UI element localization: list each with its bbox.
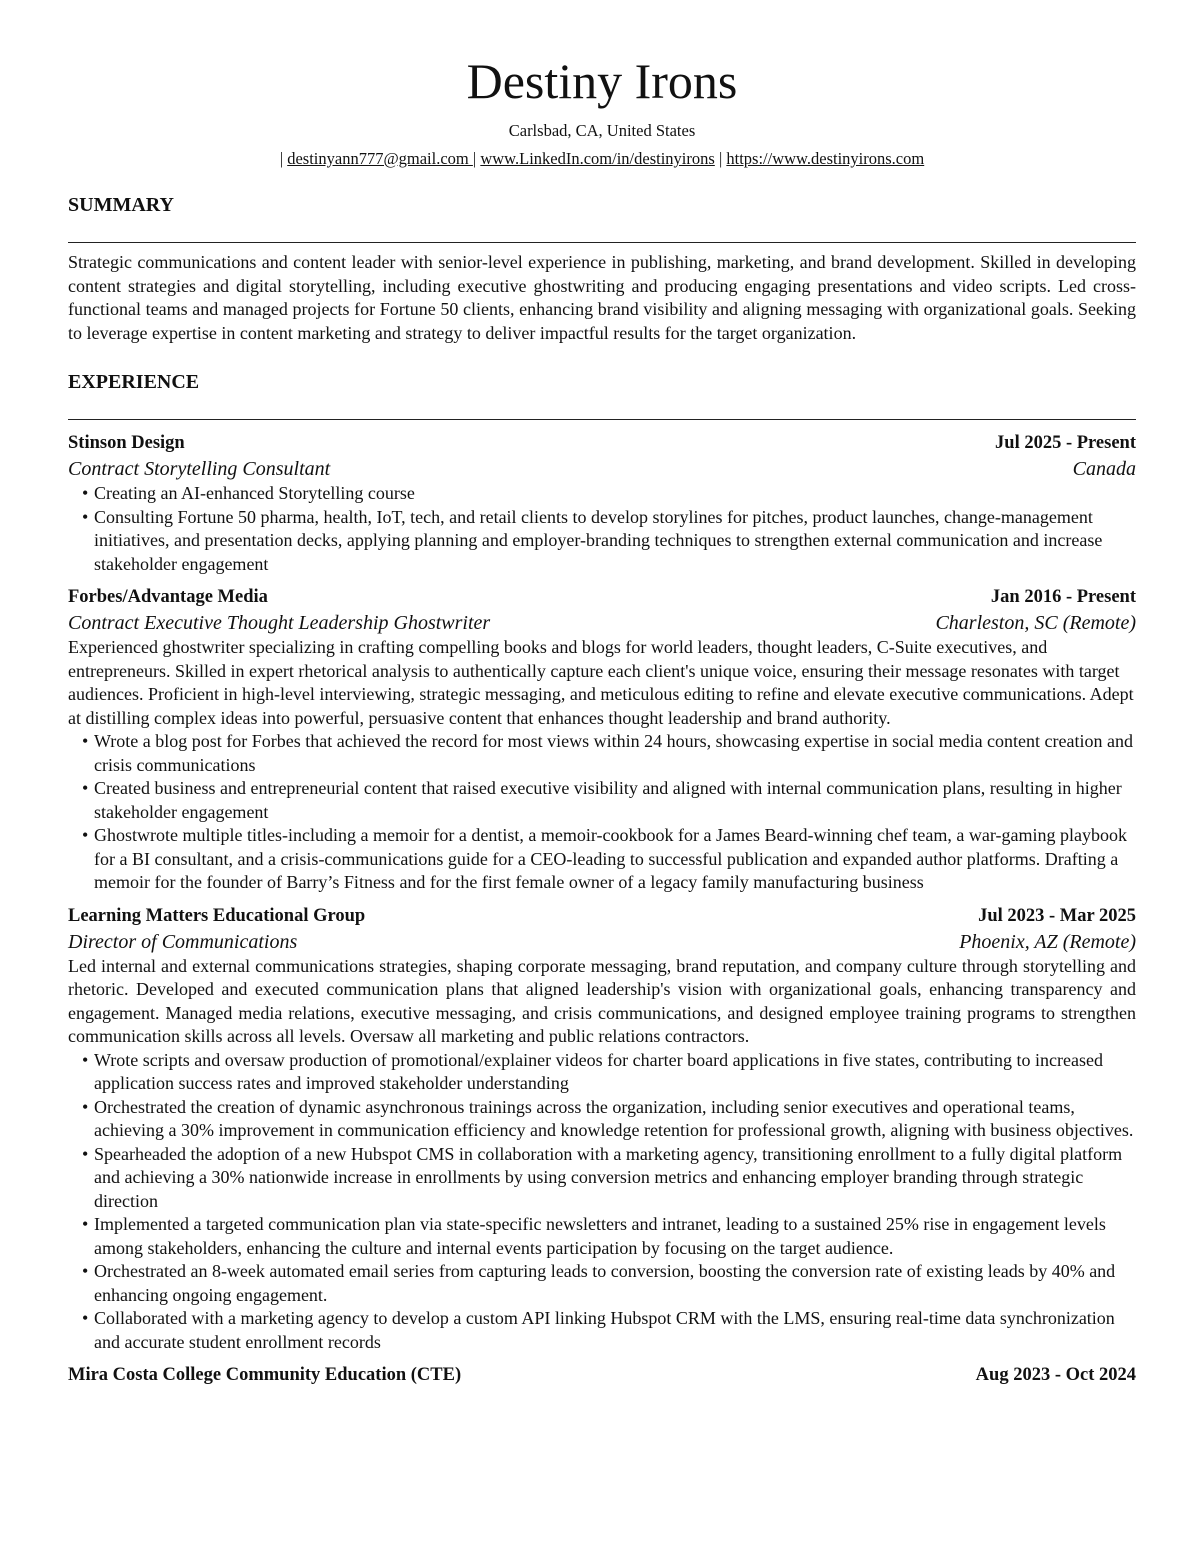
job-entry [68,430,1136,576]
company-name: Stinson Design [68,433,185,453]
job-description: Experienced ghostwriter specializing in crafting compelling books and blogs for world leaders, thought leaders, C-Suite executives, and entrepreneurs. Skilled in expert rhetorical analysis to authentically capture each client's unique voice, ensuring their message resonates with target audiences. Proficient in high-level interviewing, strategic messaging, and meticulous editing to refine and elevate executive communications. Adept at distilling complex ideas into powerful, persuasive content that enhances thought leadership and brand authority. [68,637,1134,728]
linkedin-link[interactable]: www.LinkedIn.com/in/destinyirons [480,149,715,168]
job-header [68,903,1136,929]
experience-divider [68,419,1136,420]
candidate-location: Carlsbad, CA, United States [508,121,696,140]
job-subheader [68,929,1136,955]
candidate-name: Destiny Irons [466,53,738,109]
job-entry [68,584,1136,895]
email-link[interactable]: destinyann777@gmail.com [287,149,473,168]
summary-divider [68,242,1136,243]
job-title: Contract Executive Thought Leadership Ghostwriter [68,612,491,634]
job-bullets [68,482,1136,576]
company-name: Mira Costa College Community Education (CTE) [68,1365,462,1385]
job-bullets [68,730,1136,895]
contact-separator: | [714,149,727,168]
company-name: Forbes/Advantage Media [68,587,268,607]
bullet-item: • Consulting Fortune 50 pharma, health, IoT, tech, and retail clients to develop storylines for pitches, product launches, change-management initiatives, and presentation decks, applying planning and employer-branding techniques to strengthen external communication and increase stakeholder engagement [84,506,1136,577]
summary-text: Strategic communications and content leader with senior-level experience in publishing, marketing, and brand development. Skilled in developing content strategies and digital storytelling, including executive ghostwriting and producing engaging presentations and video scripts. Led cross-functional teams and managed projects for Fortune 50 clients, enhancing brand visibility and aligning messaging with organizational goals. Seeking to leverage expertise in content marketing and strategy to deliver impactful results for the target organization. [68,252,1136,343]
job-dates: Aug 2023 - Oct 2024 [975,1365,1136,1385]
bullet-item: • Wrote a blog post for Forbes that achieved the record for most views within 24 hours, showcasing expertise in social media content creation and crisis communications [84,730,1136,777]
resume-page [68,50,1136,1388]
contact-separator: | [472,149,481,168]
bullet-item: • Spearheaded the adoption of a new Hubspot CMS in collaboration with a marketing agency, transitioning enrollment to a fully digital platform and achieving a 30% nationwide increase in enrollments by using conversion metrics and enhancing employer branding through strategic direction [84,1143,1136,1214]
bullet-item: • Implemented a targeted communication plan via state-specific newsletters and intranet, leading to a sustained 25% rise in engagement levels among stakeholders, enhancing the culture and internal events participation by focusing on the target audience. [84,1213,1136,1260]
job-subheader [68,610,1136,636]
company-name: Learning Matters Educational Group [68,905,366,926]
job-dates: Jul 2023 - Mar 2025 [978,905,1136,926]
job-description: Led internal and external communications strategies, shaping corporate messaging, brand reputation, and company culture through storytelling and rhetoric. Developed and executed communication plans that aligned leadership's vision with organizational goals, enhancing transparency and engagement. Managed media relations, executive messaging, and crisis communications, and designed employee training programs to strengthen communication skills across all levels. Oversaw all marketing and public relations contractors. [68,955,1136,1046]
bullet-item: • Orchestrated the creation of dynamic asynchronous trainings across the organization, including senior executives and operational teams, achieving a 30% improvement in communication efficiency and knowledge retention for professional growth, aligning with business objectives. [84,1096,1136,1143]
bullet-item: • Collaborated with a marketing agency to develop a custom API linking Hubspot CRM with the LMS, ensuring real-time data synchronization and accurate student enrollment records [84,1307,1136,1354]
bullet-item: • Orchestrated an 8-week automated email series from capturing leads to conversion, boosting the conversion rate of existing leads by 40% and enhancing ongoing engagement. [84,1260,1136,1307]
job-subheader [68,456,1136,482]
job-entry [68,903,1136,1355]
job-title: Contract Storytelling Consultant [68,458,331,480]
job-header [68,1362,1136,1388]
job-header [68,430,1136,456]
bullet-item: • Wrote scripts and oversaw production of promotional/explainer videos for charter board applications in five states, contributing to increased application success rates and improved stakeholder understanding [84,1049,1136,1096]
contact-line [68,148,1136,170]
job-location: Charleston, SC (Remote) [935,612,1136,634]
job-title: Director of Communications [68,930,298,953]
website-link[interactable]: https://www.destinyirons.com [726,149,925,168]
experience-heading: EXPERIENCE [68,371,200,393]
bullet-item: • Ghostwrote multiple titles-including a memoir for a dentist, a memoir-cookbook for a James Beard-winning chef team, a war-gaming playbook for a BI consultant, and a crisis-communications guide for a CEO-leading to successful publication and expanded author platforms. Drafting a memoir for the founder of Barry’s Fitness and for the first female owner of a legacy family manufacturing business [84,824,1136,895]
job-location: Canada [1072,458,1136,480]
job-dates: Jan 2016 - Present [990,587,1136,607]
bullet-item: • Creating an AI-enhanced Storytelling course [84,482,1136,506]
contact-prefix: | [279,149,288,168]
summary-heading: SUMMARY [68,194,174,216]
job-bullets [68,1049,1136,1355]
job-header [68,584,1136,610]
job-entry [68,1362,1136,1388]
bullet-item: • Created business and entrepreneurial content that raised executive visibility and aligned with internal communication plans, resulting in higher stakeholder engagement [84,777,1136,824]
job-location: Phoenix, AZ (Remote) [959,930,1136,953]
job-dates: Jul 2025 - Present [995,433,1136,453]
